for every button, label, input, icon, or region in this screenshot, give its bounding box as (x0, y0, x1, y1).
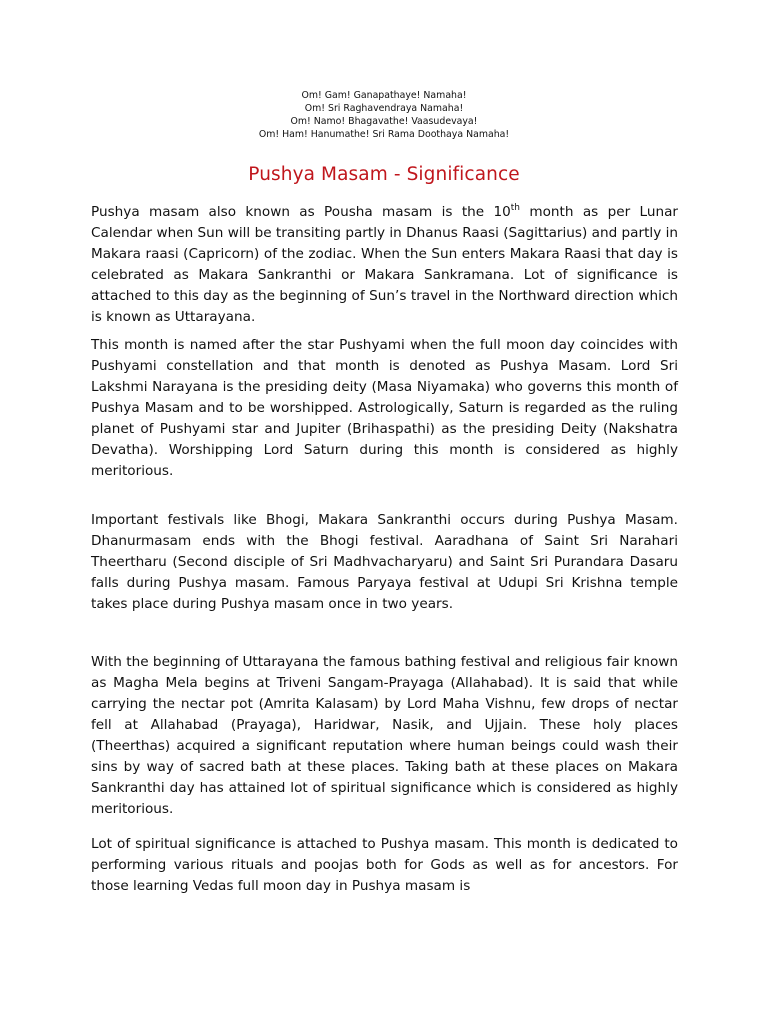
paragraph: This month is named after the star Pushyami when the full moon day coincides with Pushyami constellation and that month is denoted as Pushya Masam. Lord Sri Lakshmi Narayana is the presiding deity (Masa Niyamaka) who governs this month of Pushya Masam and to be worshipped. Astrologically, Saturn is regarded as the ruling planet of Pushyami star and Jupiter (Brihaspathi) as the presiding Deity (Nakshatra Devatha). Worshipping Lord Saturn during this month is considered as highly meritorious. (91, 337, 678, 479)
invocation-line: Om! Ham! Hanumathe! Sri Rama Doothaya Namaha! (258, 129, 510, 140)
paragraph: Lot of spiritual significance is attached to Pushya masam. This month is dedicated to performing various rituals and poojas both for Gods as well as for ancestors. For those learning Vedas full moon day in Pushya masam is (91, 836, 678, 894)
invocation-line: Om! Gam! Ganapathaye! Namaha! (301, 90, 467, 101)
paragraph-text: Pushya masam also known as Pousha masam is the 10 (91, 204, 511, 220)
paragraph (91, 202, 678, 328)
paragraph-text: month as per Lunar Calendar when Sun will be transiting partly in Dhanus Raasi (Sagittarius) and partly in Makara raasi (Capricorn) of the zodiac. When the Sun enters Makara Raasi that day is celebrated as Makara Sankranthi or Makara Sankramana. Lot of significance is attached to this day as the beginning of Sun’s travel in the Northward direction which is known as Uttarayana. (91, 204, 678, 325)
paragraph: Important festivals like Bhogi, Makara Sankranthi occurs during Pushya Masam. Dhanurmasam ends with the Bhogi festival. Aaradhana of Saint Sri Narahari Theertharu (Second disciple of Sri Madhvacharyaru) and Saint Sri Purandara Dasaru falls during Pushya masam. Famous Paryaya festival at Udupi Sri Krishna temple takes place during Pushya masam once in two years. (91, 512, 678, 612)
invocation-line: Om! Namo! Bhagavathe! Vaasudevaya! (290, 116, 478, 127)
invocation-block (0, 89, 768, 141)
paragraph: With the beginning of Uttarayana the famous bathing festival and religious fair known as Magha Mela begins at Triveni Sangam-Prayaga (Allahabad). It is said that while carrying the nectar pot (Amrita Kalasam) by Lord Maha Vishnu, few drops of nectar fell at Allahabad (Prayaga), Haridwar, Nasik, and Ujjain. These holy places (Theerthas) acquired a significant reputation where human beings could wash their sins by way of sacred bath at these places. Taking bath at these places on Makara Sankranthi day has attained lot of spiritual significance which is considered as highly meritorious. (91, 654, 678, 817)
ordinal-suffix: th (510, 203, 521, 213)
page-title: Pushya Masam - Significance (248, 164, 520, 185)
invocation-line: Om! Sri Raghavendraya Namaha! (304, 103, 464, 114)
